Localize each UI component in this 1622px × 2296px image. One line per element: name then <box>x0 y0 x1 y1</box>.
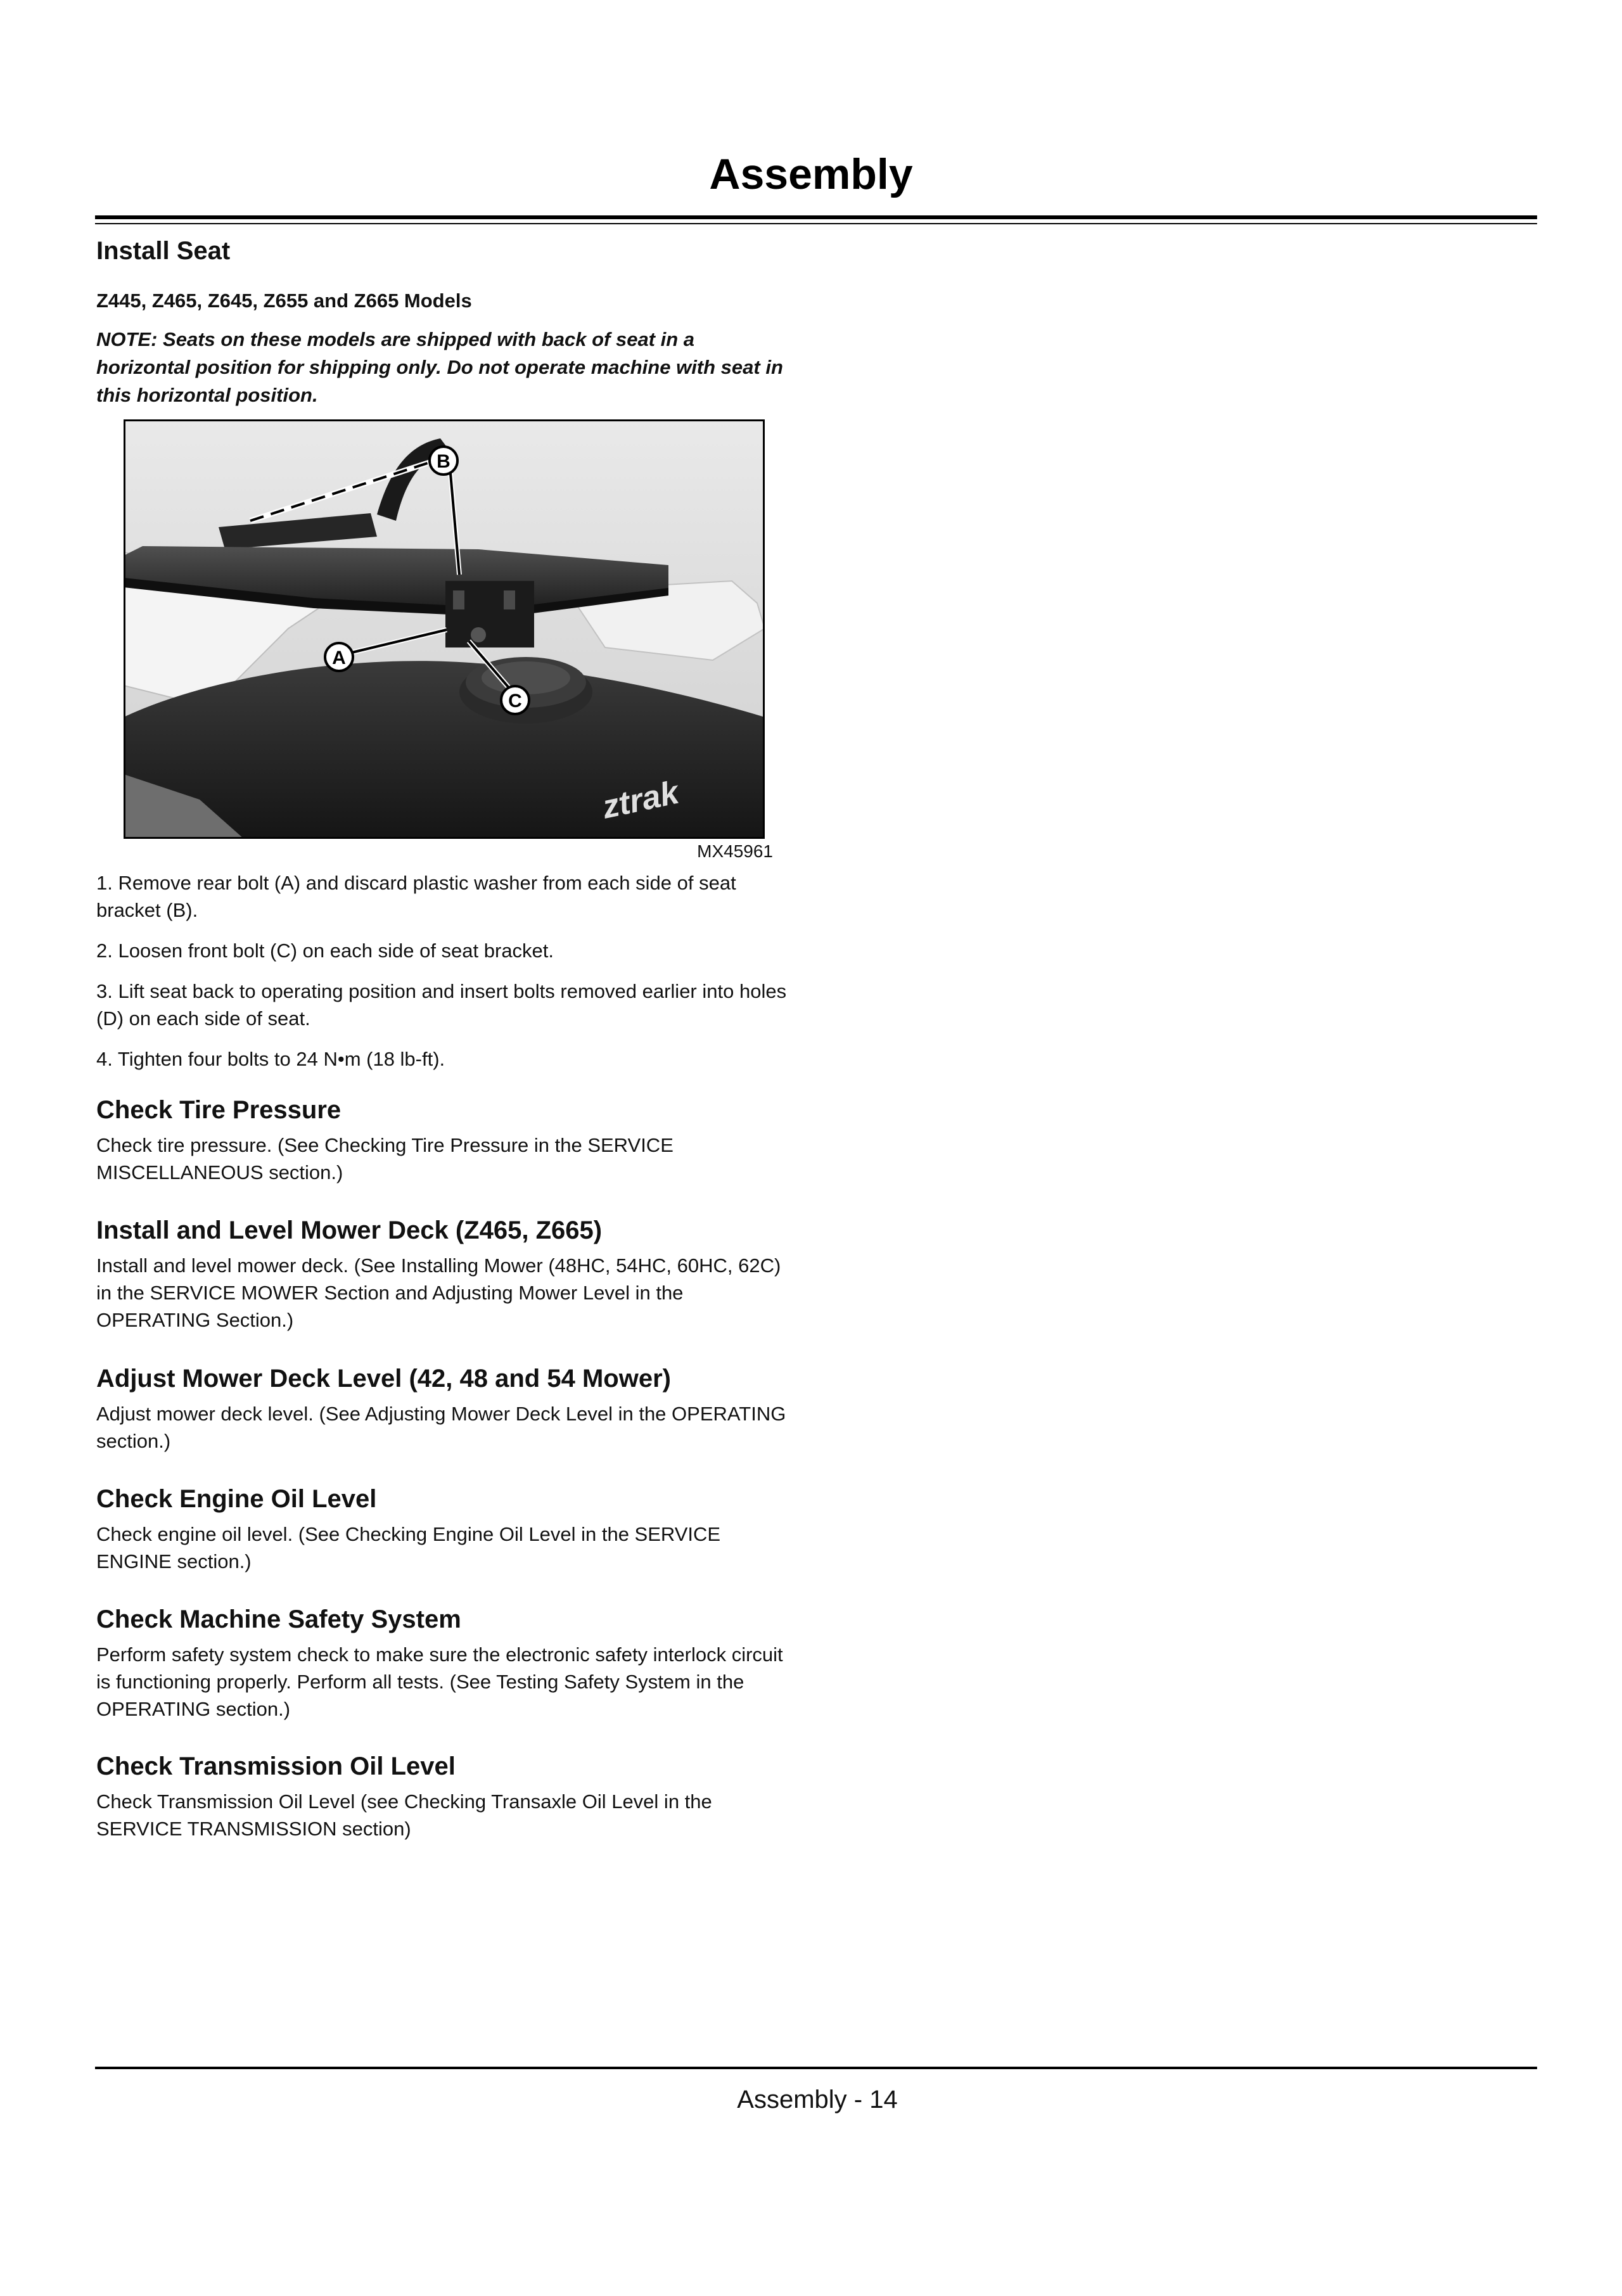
seat-figure <box>124 419 765 839</box>
shipping-note: NOTE: Seats on these models are shipped with back of seat in a horizontal position for shipping only. Do not operate machine with seat in this horizontal position. <box>96 328 783 406</box>
callout-b <box>430 447 457 475</box>
section-body: Check tire pressure. (See Checking Tire Pressure in the SERVICE MISCELLANEOUS section.) <box>96 1134 674 1183</box>
section-body: Check engine oil level. (See Checking Engine Oil Level in the SERVICE ENGINE section.) <box>96 1523 721 1572</box>
callout-a <box>325 643 353 671</box>
section-heading: Check Engine Oil Level <box>96 1485 377 1513</box>
section-body: Install and level mower deck. (See Installing Mower (48HC, 54HC, 60HC, 62C) in the SERVICE MOWER Section and Adjusting Mower Level in the OPERATING Section.) <box>96 1254 781 1331</box>
callout-c <box>501 686 529 714</box>
install-seat-heading: Install Seat <box>96 237 231 265</box>
list-item: 1. Remove rear bolt (A) and discard plastic washer from each side of seat bracket (B). <box>96 872 736 921</box>
list-item: 2. Loosen front bolt (C) on each side of seat bracket. <box>96 940 554 962</box>
section-body: Perform safety system check to make sure the electronic safety interlock circuit is functioning properly. Perform all tests. (See Testing Safety System in the OPERATING section.) <box>96 1643 783 1720</box>
section-heading: Adjust Mower Deck Level (42, 48 and 54 Mower) <box>96 1365 671 1393</box>
list-item: 3. Lift seat back to operating position and insert bolts removed earlier into holes (D) on each side of seat. <box>96 980 787 1030</box>
section-tire-pressure <box>96 1095 793 1186</box>
section-install-mower-deck <box>96 1215 793 1334</box>
section-body: Check Transmission Oil Level (see Checking Transaxle Oil Level in the SERVICE TRANSMISSION section) <box>96 1790 712 1840</box>
page-title: Assembly <box>709 150 913 198</box>
figure-caption: MX45961 <box>697 841 773 861</box>
section-heading: Install and Level Mower Deck (Z465, Z665) <box>96 1216 603 1244</box>
list-item: 4. Tighten four bolts to 24 N•m (18 lb-ft). <box>96 1048 445 1070</box>
steps-list <box>96 869 793 1073</box>
section-engine-oil <box>96 1484 793 1575</box>
section-adjust-mower-deck <box>96 1363 793 1455</box>
models-subheading: Z445, Z465, Z645, Z655 and Z665 Models <box>96 290 472 312</box>
section-body: Adjust mower deck level. (See Adjusting Mower Deck Level in the OPERATING section.) <box>96 1403 786 1452</box>
section-heading: Check Tire Pressure <box>96 1096 342 1124</box>
ztrak-logo: ztrak <box>599 774 682 826</box>
header-rule-thick <box>95 215 1537 219</box>
section-safety-system <box>96 1604 793 1723</box>
callout-c-label: C <box>508 691 522 711</box>
section-heading: Check Transmission Oil Level <box>96 1752 456 1780</box>
callout-a-label: A <box>332 647 346 668</box>
section-transmission-oil <box>96 1751 793 1842</box>
page-number: Assembly - 14 <box>737 2086 898 2114</box>
seat-photo <box>124 419 765 839</box>
footer-rule <box>95 2067 1537 2069</box>
callout-b-label: B <box>437 451 450 472</box>
section-heading: Check Machine Safety System <box>96 1605 461 1633</box>
header-rule-thin <box>95 223 1537 224</box>
